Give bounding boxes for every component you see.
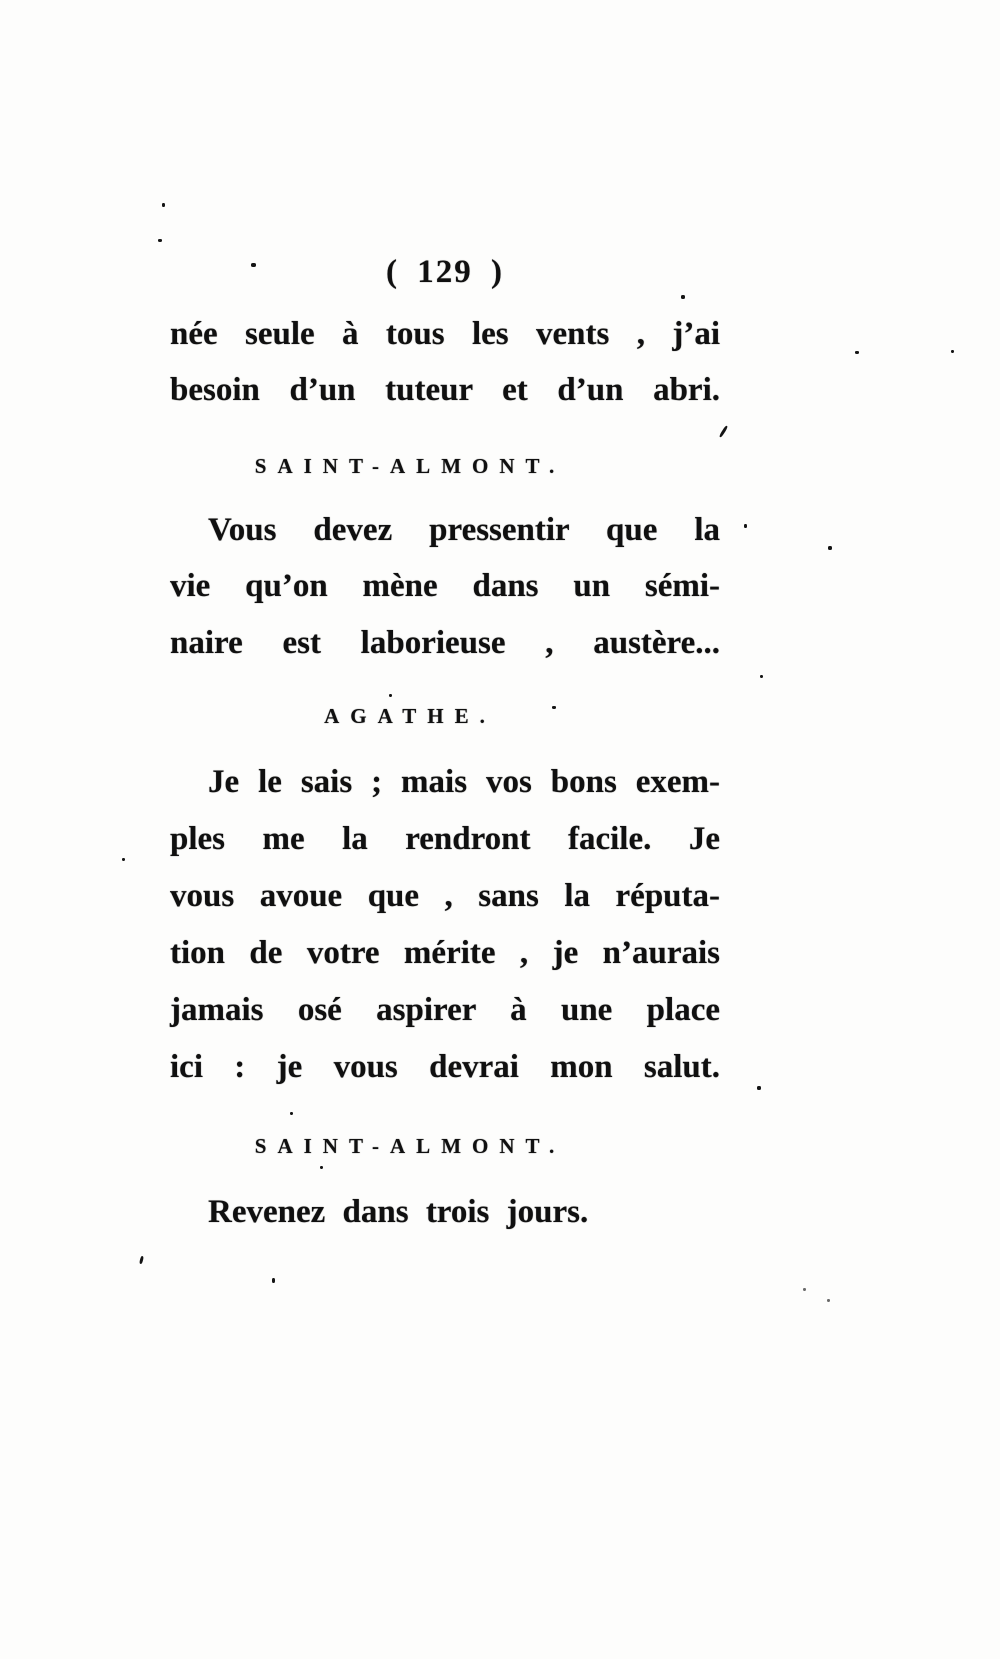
ink-speck <box>389 694 392 697</box>
dialogue-line: Revenez dans trois jours. <box>208 1194 589 1230</box>
ink-speck <box>552 706 556 709</box>
ink-speck <box>158 239 162 242</box>
dialogue-line: Je le sais ; mais vos bons exem- <box>208 764 720 800</box>
dialogue-line: Vous devez pressentir que la <box>208 512 720 548</box>
dialogue-line: naire est laborieuse , austère... <box>170 625 720 661</box>
speaker-heading-saint-almont: SAINT-ALMONT. <box>254 1134 566 1158</box>
ink-speck <box>681 295 685 299</box>
ink-speck <box>803 1288 806 1291</box>
ink-speck <box>272 1278 275 1283</box>
ink-speck <box>251 263 256 267</box>
dialogue-line: tion de votre mérite , je n’aurais <box>170 935 720 971</box>
ink-speck <box>162 203 165 207</box>
dialogue-line: vous avoue que , sans la réputa- <box>170 878 720 914</box>
ink-speck <box>320 1166 323 1169</box>
ink-speck <box>757 1086 761 1090</box>
ink-speck <box>951 350 954 353</box>
speaker-heading-saint-almont: SAINT-ALMONT. <box>254 454 566 478</box>
ink-speck <box>828 546 832 550</box>
ink-speck <box>122 858 125 861</box>
ink-speck <box>139 1256 144 1264</box>
dialogue-line: ici : je vous devrai mon salut. <box>170 1049 720 1085</box>
ink-speck <box>855 351 859 354</box>
page-number: ( 129 ) <box>386 254 504 290</box>
speaker-heading-agathe: AGATHE. <box>324 704 496 728</box>
dialogue-line: vie qu’on mène dans un sémi- <box>170 568 720 604</box>
ink-speck <box>744 524 747 528</box>
ink-speck <box>290 1112 293 1115</box>
dialogue-line: ples me la rendront facile. Je <box>170 821 720 857</box>
ink-speck <box>827 1299 830 1302</box>
ink-speck <box>719 425 728 438</box>
dialogue-line: besoin d’un tuteur et d’un abri. <box>170 372 720 408</box>
ink-speck <box>760 675 763 678</box>
dialogue-line: née seule à tous les vents , j’ai <box>170 316 720 352</box>
dialogue-line: jamais osé aspirer à une place <box>170 992 720 1028</box>
